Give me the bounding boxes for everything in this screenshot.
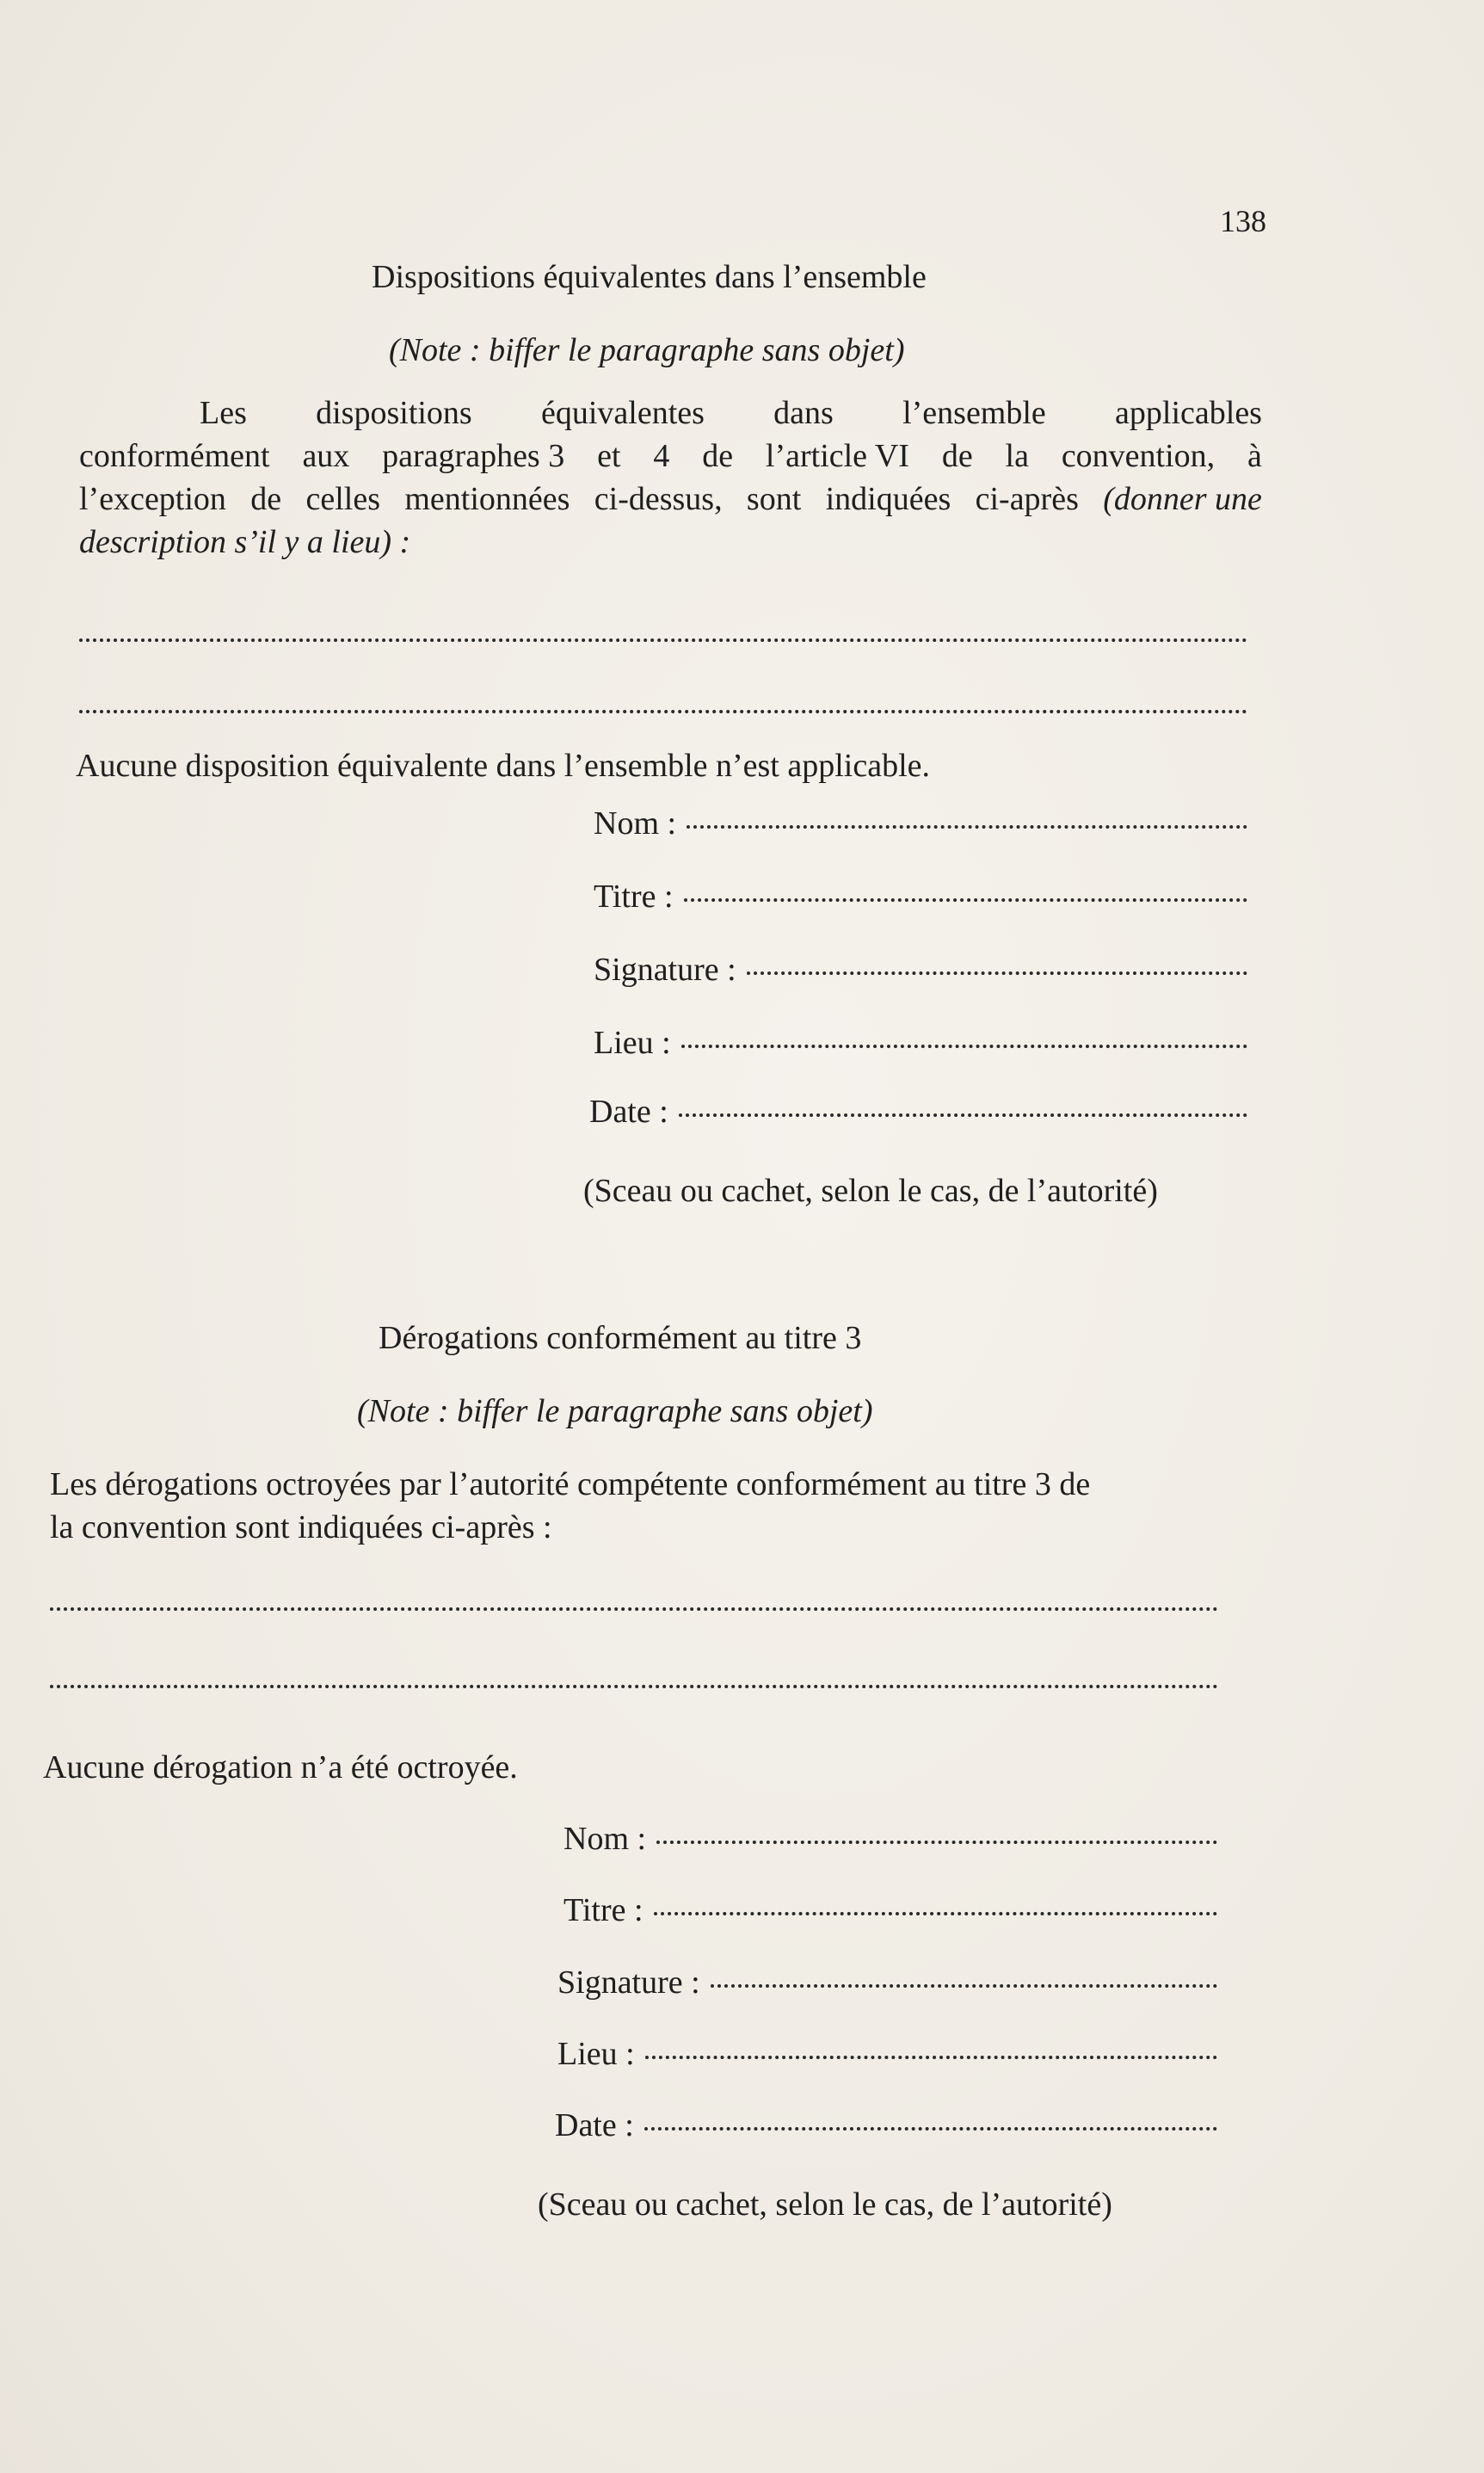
place-field[interactable] xyxy=(557,2035,1217,2073)
name-label: Nom : xyxy=(563,1821,647,1857)
word: de xyxy=(941,438,973,474)
place-field[interactable] xyxy=(594,1024,1247,1062)
section-note: (Note : biffer le paragraphe sans objet) xyxy=(389,332,905,368)
word: l’ensemble xyxy=(902,395,1046,431)
fill-in-line-2[interactable] xyxy=(79,710,1247,713)
date-label: Date : xyxy=(589,1094,668,1130)
word: conformément xyxy=(79,438,270,474)
fill-in-line-2[interactable] xyxy=(50,1685,1218,1688)
word: celles xyxy=(305,481,381,517)
section-paragraph xyxy=(50,1463,1237,1549)
seal-note: (Sceau ou cachet, selon le cas, de l’autorité) xyxy=(538,2186,1112,2223)
paragraph-line-2 xyxy=(79,435,1262,478)
word: de xyxy=(702,438,734,474)
word: Les xyxy=(200,395,247,431)
paragraph-line-1: Les dérogations octroyées par l’autorité compétente conformément au titre 3 de xyxy=(50,1466,1091,1502)
title-input-line[interactable] xyxy=(684,898,1247,902)
word: indiquées xyxy=(825,481,951,517)
signature-input-line[interactable] xyxy=(747,971,1247,975)
fill-in-line-1[interactable] xyxy=(50,1607,1218,1611)
signature-label: Signature : xyxy=(594,952,736,988)
word: ci-dessus, xyxy=(594,481,723,517)
paragraph-line-2: la convention sont indiquées ci-après : xyxy=(50,1509,552,1545)
word: aux xyxy=(302,438,350,474)
date-label: Date : xyxy=(555,2107,634,2143)
title-label: Titre : xyxy=(594,879,674,915)
date-input-line[interactable] xyxy=(679,1113,1247,1117)
word: à xyxy=(1247,438,1262,474)
word: la xyxy=(1005,438,1029,474)
section-heading-derogations: Dérogations conformément au titre 3 xyxy=(379,1320,862,1356)
word: dispositions xyxy=(316,395,472,431)
date-input-line[interactable] xyxy=(644,2127,1217,2131)
place-label: Lieu : xyxy=(557,2036,635,2072)
paragraph-line-4-text: description s’il y a lieu) : xyxy=(79,524,411,560)
name-input-line[interactable] xyxy=(687,825,1247,829)
section-note: (Note : biffer le paragraphe sans objet) xyxy=(357,1393,873,1429)
name-field[interactable] xyxy=(563,1820,1217,1858)
title-field[interactable] xyxy=(594,878,1247,916)
place-label: Lieu : xyxy=(594,1025,671,1061)
page-number: 138 xyxy=(1220,204,1266,238)
word: (donner une xyxy=(1103,481,1262,517)
word: applicables xyxy=(1115,395,1262,431)
word: 4 xyxy=(653,438,670,474)
section-paragraph xyxy=(79,392,1262,564)
word: ci-après xyxy=(975,481,1079,517)
word: convention, xyxy=(1061,438,1216,474)
title-field[interactable] xyxy=(563,1891,1217,1929)
place-input-line[interactable] xyxy=(681,1045,1247,1048)
name-label: Nom : xyxy=(594,805,677,842)
signature-label: Signature : xyxy=(557,1964,700,2001)
word: mentionnées xyxy=(404,481,570,517)
date-field[interactable] xyxy=(555,2106,1217,2144)
word: l’exception xyxy=(79,481,226,517)
no-derogation-statement: Aucune dérogation n’a été octroyée. xyxy=(43,1749,518,1785)
paragraph-line-3 xyxy=(79,478,1262,521)
signature-input-line[interactable] xyxy=(711,1984,1217,1988)
word: et xyxy=(597,438,621,474)
word: équivalentes xyxy=(540,395,705,431)
name-input-line[interactable] xyxy=(656,1841,1217,1844)
title-input-line[interactable] xyxy=(654,1912,1217,1915)
signature-field[interactable] xyxy=(594,951,1247,989)
signature-field[interactable] xyxy=(557,1964,1217,2001)
no-provision-statement: Aucune disposition équivalente dans l’ensemble n’est applicable. xyxy=(76,748,930,784)
name-field[interactable] xyxy=(594,805,1247,842)
section-heading-equivalent-provisions: Dispositions équivalentes dans l’ensemble xyxy=(372,259,927,295)
word: sont xyxy=(746,481,802,517)
word: dans xyxy=(773,395,834,431)
word: l’article VI xyxy=(765,438,909,474)
word: paragraphes 3 xyxy=(382,438,565,474)
seal-note: (Sceau ou cachet, selon le cas, de l’autorité) xyxy=(583,1173,1158,1209)
fill-in-line-1[interactable] xyxy=(79,638,1247,642)
title-label: Titre : xyxy=(563,1892,643,1928)
place-input-line[interactable] xyxy=(645,2056,1217,2059)
paragraph-line-1 xyxy=(79,392,1262,435)
paragraph-line-4 xyxy=(79,521,1262,564)
date-field[interactable] xyxy=(589,1093,1247,1131)
word: de xyxy=(250,481,282,517)
